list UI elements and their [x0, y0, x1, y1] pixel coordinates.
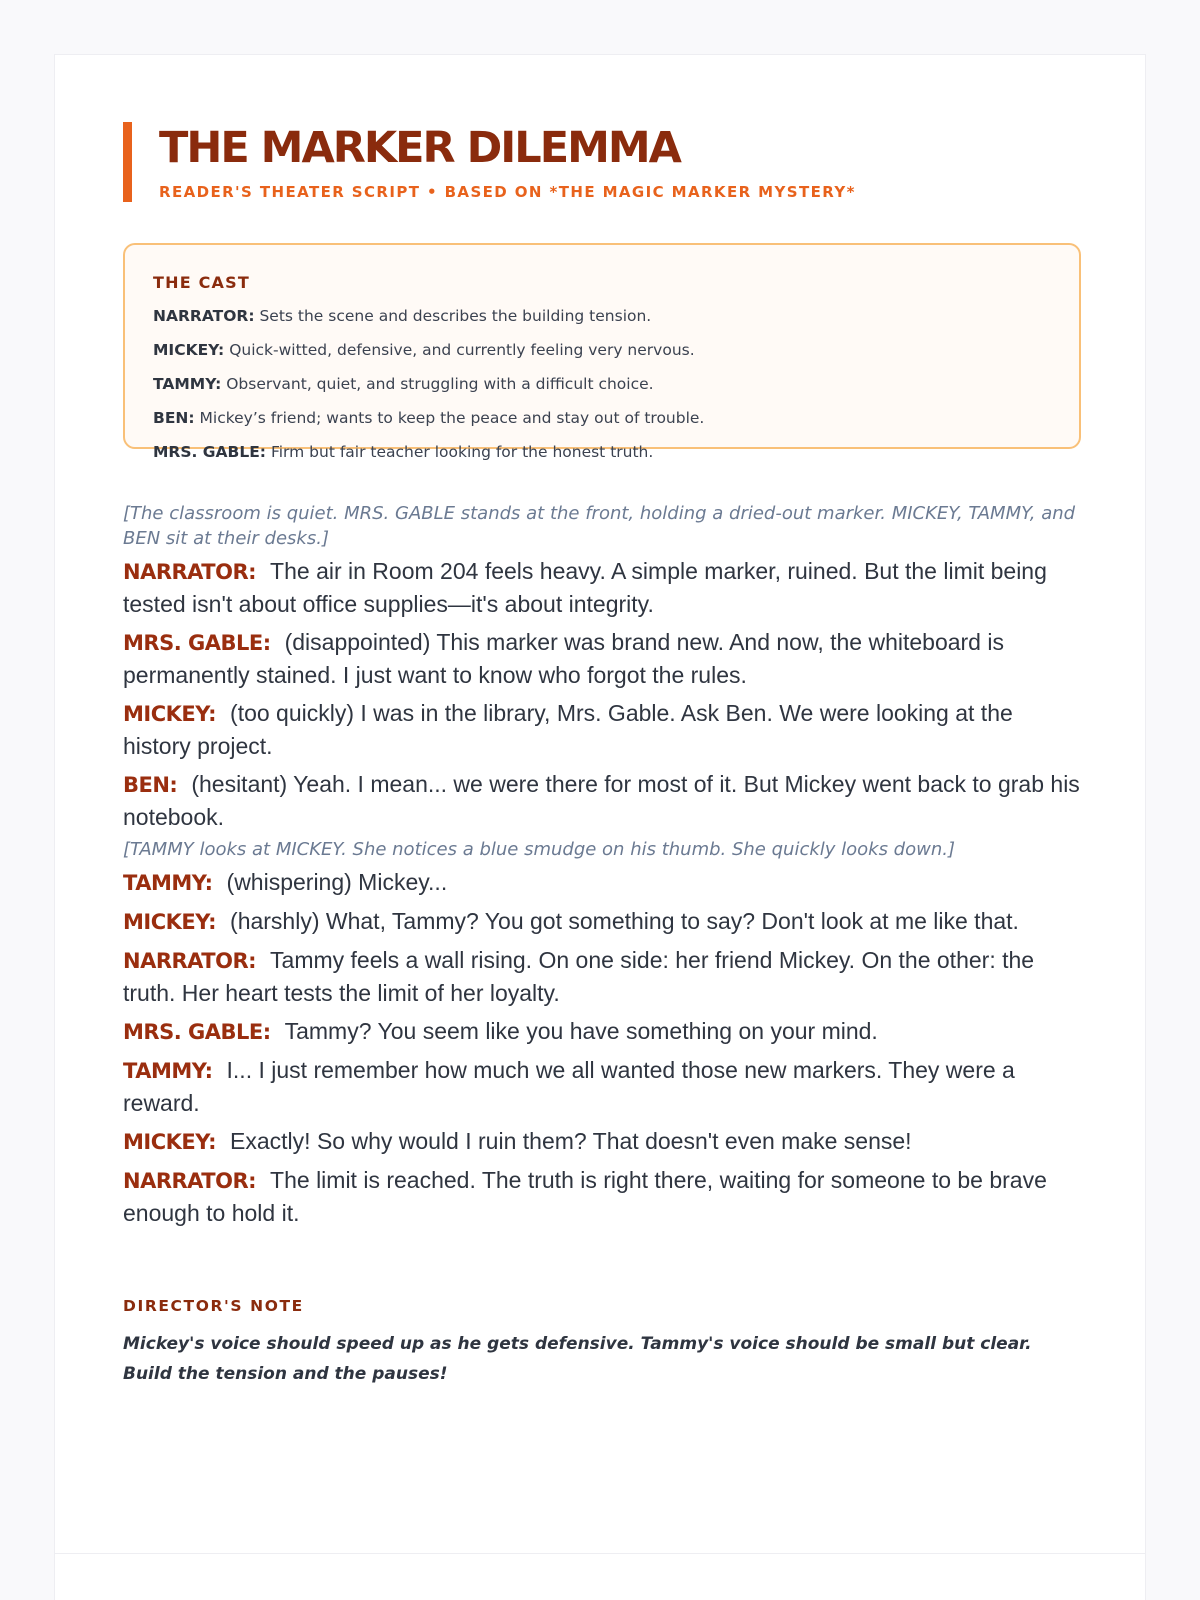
next-page-edge	[54, 1554, 1146, 1600]
stage-direction: [TAMMY looks at MICKEY. She notices a blue smudge on his thumb. She quickly looks down.]	[123, 839, 955, 860]
page-subtitle: READER'S THEATER SCRIPT • BASED ON *THE MAGIC MARKER MYSTERY*	[159, 183, 856, 201]
note-heading: DIRECTOR'S NOTE	[123, 1297, 304, 1315]
accent-bar	[123, 122, 132, 202]
note-text: Mickey's voice should speed up as he gets defensive. Tammy's voice should be small but clear. Build the tension and the pauses!	[123, 1334, 1032, 1384]
cast-description: Observant, quiet, and struggling with a difficult choice.	[226, 375, 654, 393]
dialogue-line	[123, 1015, 1081, 1048]
cast-name: BEN:	[153, 409, 195, 427]
cast-name: MRS. GABLE:	[153, 443, 267, 461]
speaker-name: MICKEY:	[123, 1130, 217, 1154]
page-content	[123, 122, 1081, 1389]
dialogue-text: Tammy feels a wall rising. On one side: her friend Mickey. On the other: the truth. Her heart tests the limit of her loyalty.	[123, 947, 1035, 1006]
speaker-name: MRS. GABLE:	[123, 1020, 271, 1044]
cast-box	[123, 243, 1081, 461]
cast-member	[153, 374, 1051, 394]
speaker-name: TAMMY:	[123, 871, 213, 895]
cast-member	[153, 340, 1051, 360]
dialogue-line	[123, 768, 1081, 833]
dialogue-text: The air in Room 204 feels heavy. A simple marker, ruined. But the limit being tested isn't about office supplies—it's about integrity.	[123, 558, 1047, 617]
cast-member	[153, 408, 1051, 428]
speaker-name: MICKEY:	[123, 702, 217, 726]
dialogue-line	[123, 1054, 1081, 1119]
cast-member	[153, 306, 1051, 326]
dialogue-line	[123, 555, 1081, 620]
page-title: THE MARKER DILEMMA	[159, 123, 680, 173]
script-page	[54, 54, 1146, 1554]
speaker-name: MICKEY:	[123, 910, 217, 934]
dialogue-line	[123, 626, 1081, 691]
speaker-name: NARRATOR:	[123, 560, 257, 584]
speaker-name: NARRATOR:	[123, 1169, 257, 1193]
cast-description: Mickey’s friend; wants to keep the peace and stay out of trouble.	[199, 409, 705, 427]
dialogue-line	[123, 905, 1081, 938]
speaker-name: BEN:	[123, 773, 178, 797]
cast-description: Sets the scene and describes the building tension.	[259, 307, 652, 325]
speaker-name: TAMMY:	[123, 1059, 213, 1083]
script-body	[123, 501, 1081, 1229]
dialogue-line	[123, 944, 1081, 1009]
cast-name: MICKEY:	[153, 341, 225, 359]
dialogue-text: (hesitant) Yeah. I mean... we were there for most of it. But Mickey went back to grab his notebook.	[123, 771, 1080, 830]
speaker-name: MRS. GABLE:	[123, 631, 271, 655]
dialogue-text: (too quickly) I was in the library, Mrs. Gable. Ask Ben. We were looking at the history project.	[123, 700, 1013, 759]
cast-name: NARRATOR:	[153, 307, 255, 325]
dialogue-text: (disappointed) This marker was brand new. And now, the whiteboard is permanently stained. I just want to know who forgot the rules.	[123, 629, 1004, 688]
cast-description: Firm but fair teacher looking for the honest truth.	[270, 443, 654, 461]
dialogue-text: I... I just remember how much we all wanted those new markers. They were a reward.	[123, 1057, 1015, 1116]
cast-name: TAMMY:	[153, 375, 222, 393]
dialogue-line	[123, 697, 1081, 762]
dialogue-line	[123, 866, 1081, 899]
dialogue-text: The limit is reached. The truth is right there, waiting for someone to be brave enough to hold it.	[123, 1167, 1047, 1226]
cast-member	[153, 442, 1051, 462]
dialogue-text: (whispering) Mickey...	[226, 869, 448, 895]
directors-note	[123, 1297, 1081, 1389]
dialogue-text: Tammy? You seem like you have something on your mind.	[284, 1018, 878, 1044]
cast-heading: THE CAST	[153, 273, 250, 292]
dialogue-text: Exactly! So why would I ruin them? That doesn't even make sense!	[230, 1128, 912, 1154]
cast-description: Quick-witted, defensive, and currently feeling very nervous.	[229, 341, 695, 359]
speaker-name: NARRATOR:	[123, 949, 257, 973]
dialogue-text: (harshly) What, Tammy? You got something to say? Don't look at me like that.	[230, 908, 1019, 934]
stage-direction: [The classroom is quiet. MRS. GABLE stands at the front, holding a dried-out marker. MICKEY, TAMMY, and BEN sit at their desks.]	[123, 503, 1076, 549]
dialogue-line	[123, 1164, 1081, 1229]
dialogue-line	[123, 1125, 1081, 1158]
title-block	[123, 122, 1081, 202]
